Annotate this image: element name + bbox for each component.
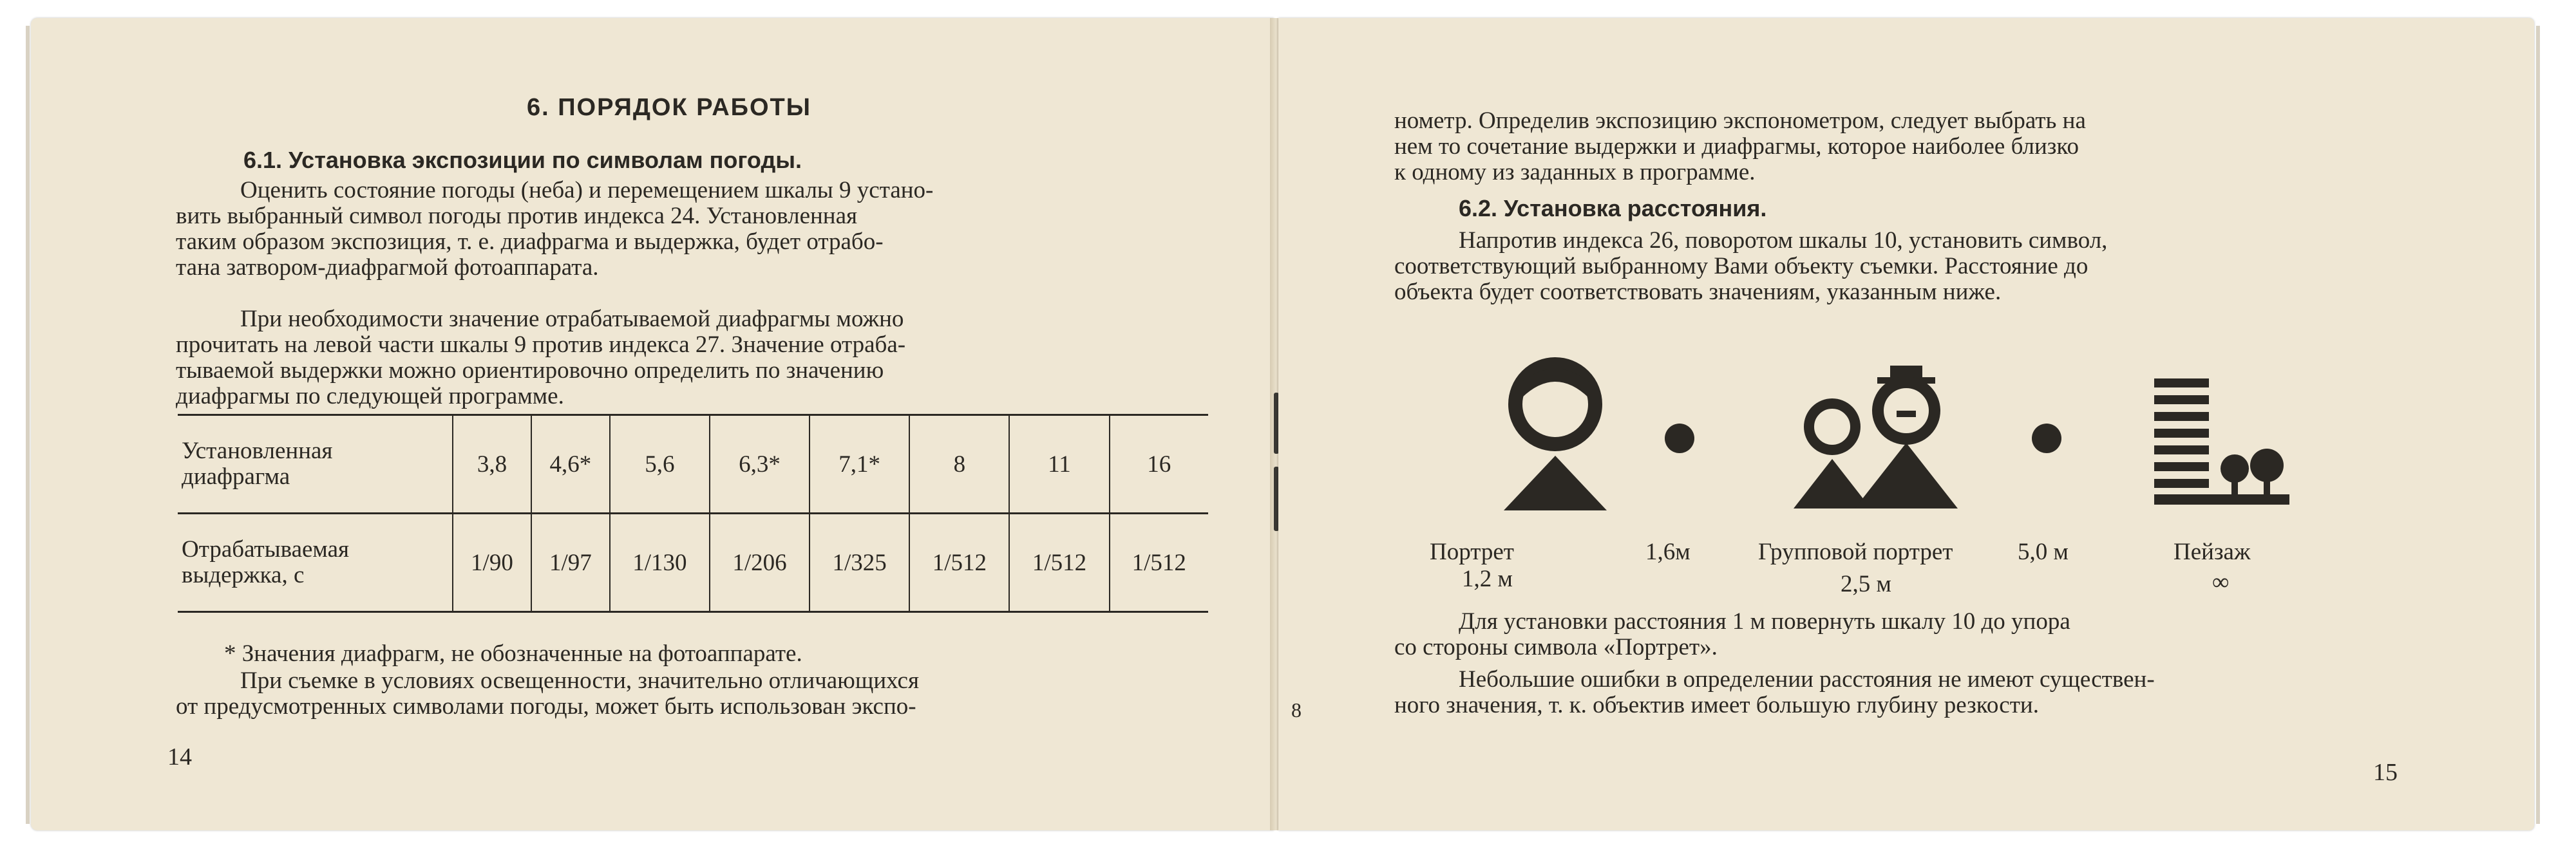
table-cell: 1/206 (710, 514, 810, 612)
landscape-symbol-icon (2148, 359, 2309, 514)
table-cell: 1/130 (610, 514, 710, 612)
table-cell: 7,1* (810, 415, 909, 514)
distance-dot-2 (2032, 424, 2061, 453)
page-number-left: 14 (167, 743, 192, 770)
distance-label-5-0: 5,0 м (2018, 539, 2069, 565)
table-cell: 1/90 (453, 514, 531, 612)
table-cell: 1/512 (1009, 514, 1109, 612)
page-stack-left-edge (26, 26, 30, 824)
table-cell: 8 (909, 415, 1009, 514)
landscape-distance: ∞ (2212, 569, 2230, 595)
paragraph-weather-setting: Оценить состояние погоды (неба) и перемещением шкалы 9 устано- вить выбранный символ погоды против индекса 24. Установленная таким образом экспозиция, т. е. диафрагма и выдержка, будет отрабо- тана затвором-диафрагмой фотоаппарата. (176, 177, 934, 281)
distance-label-1-6: 1,6м (1645, 539, 1690, 565)
spine-mark: 8 (1291, 698, 1302, 722)
table-cell: 5,6 (610, 415, 710, 514)
section-heading: 6. ПОРЯДОК РАБОТЫ (527, 94, 811, 121)
page-15 (1278, 18, 2534, 830)
table-cell: 11 (1009, 415, 1109, 514)
table-row-shutter (178, 514, 1208, 612)
group-portrait-label: Групповой портрет (1758, 539, 1953, 565)
paragraph-continued: нометр. Определив экспозицию экспонометром, следует выбрать на нем то сочетание выдержки и диафрагмы, которое наиболее близко к одному из заданных в программе. (1394, 107, 2086, 185)
page-number-right: 15 (2373, 759, 2398, 786)
portrait-distance: 1,2 м (1462, 566, 1513, 592)
table-cell: 1/325 (810, 514, 909, 612)
subsection-heading-6-2: 6.2. Установка расстояния. (1459, 195, 1767, 221)
paragraph-one-meter: Для установки расстояния 1 м повернуть шкалу 10 до упора со стороны символа «Портрет». (1394, 608, 2070, 660)
table-cell: 1/512 (1110, 514, 1208, 612)
table-row-aperture (178, 415, 1208, 514)
paragraph-exposure-meter: При съемке в условиях освещенности, значительно отличающихся от предусмотренных символами погоды, может быть использован экспо- (176, 667, 919, 720)
page-14 (31, 18, 1274, 830)
table-cell: 1/512 (909, 514, 1009, 612)
landscape-label: Пейзаж (2174, 539, 2251, 565)
group-portrait-symbol-icon (1781, 359, 1974, 514)
paragraph-aperture-reading: При необходимости значение отрабатываемой диафрагмы можно прочитать на левой части шкалы 9 против индекса 27. Значение отраба- тываемой выдержки можно ориентировочно определить по значению диафрагмы по следующей программе. (176, 306, 906, 409)
paragraph-depth-of-field: Небольшие ошибки в определении расстояния не имеют существен- ного значения, т. к. объектив имеет большую глубину резкости. (1394, 666, 2155, 718)
subsection-heading-6-1: 6.1. Установка экспозиции по символам погоды. (243, 147, 802, 173)
portrait-symbol-icon (1484, 353, 1626, 514)
group-portrait-distance: 2,5 м (1841, 571, 1891, 597)
portrait-label: Портрет (1430, 539, 1514, 565)
table-cell: 16 (1110, 415, 1208, 514)
paragraph-distance-setting: Напротив индекса 26, поворотом шкалы 10, установить символ, соответствующий выбранному Вами объекту съемки. Расстояние до объекта будет соответствовать значениям, указанным ниже. (1394, 227, 2108, 305)
table-cell: 6,3* (710, 415, 810, 514)
footnote: * Значения диафрагм, не обозначенные на фотоаппарате. (224, 640, 802, 667)
exposure-program-table (178, 414, 1208, 613)
distance-dot-1 (1665, 424, 1694, 453)
page-stack-right-edge (2536, 26, 2540, 824)
row-label-aperture: Установленная диафрагма (178, 415, 453, 514)
table-cell: 4,6* (531, 415, 610, 514)
table-cell: 1/97 (531, 514, 610, 612)
table-cell: 3,8 (453, 415, 531, 514)
row-label-shutter: Отрабатываемая выдержка, с (178, 514, 453, 612)
